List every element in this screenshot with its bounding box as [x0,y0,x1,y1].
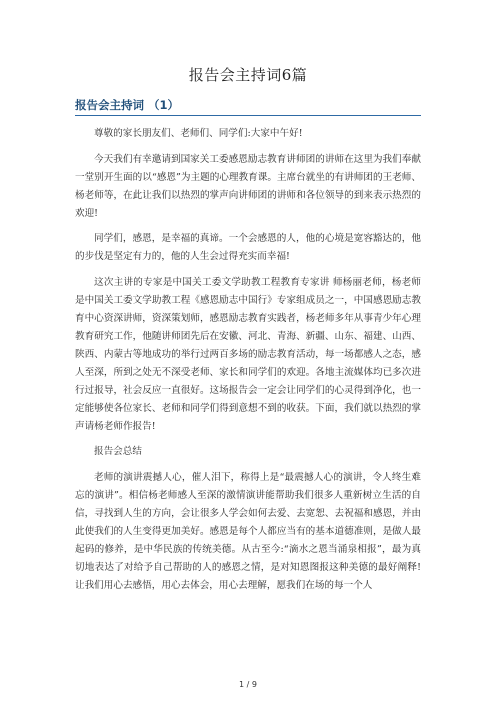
page-number: 1 / 9 [239,680,257,689]
paragraph-gratitude: 同学们，感恩，是幸福的真谛。一个会感恩的人，他的心境是宽容豁达的，他的步伐是坚定有力的，他的人生会过得充实而幸福! [75,233,421,262]
paragraph-greeting: 尊敬的家长朋友们、老师们、同学们:大家中午好! [94,128,303,139]
paragraph-summary: 老师的演讲震撼人心，催人泪下，称得上是“最震撼人心的演讲，令人终生难忘的演讲”。相信杨老师感人至深的激情演讲能帮助我们很多人重新树立生活的自信，寻找到人生的方向，会让很多人学会如何去爱、去宽恕、去祝福和感恩，并由此使我们的人生变得更加美好。感恩是每个人都应当有的基本道德准则，是做人最起码的修养，是中华民族的传统美德。从古至今:“滴水之恩当涌泉相报”，最为真切地表达了对给予自己帮助的人的感恩之情，是对知恩图报这种美德的最好阐释!让我们用心去感悟，用心去体会，用心去理解，愿我们在场的每一个人 [75,471,421,591]
section-heading: 报告会主持词 （1） [75,97,421,116]
document-body [75,125,421,602]
document-title: 报告会主持词6篇 [188,66,308,84]
paragraph-summary-heading: 报告会总结 [94,446,142,457]
paragraph-introduction: 今天我们有幸邀请到国家关工委感恩励志教育讲师团的讲师在这里为我们奉献一堂别开生面的以“感恩”为主题的心理教育课。主席台就坐的有讲师团的王老师、杨老师等，在此让我们以热烈的掌声向讲师团的讲师和各位领导的到来表示热烈的欢迎! [75,153,421,219]
paragraph-speaker-bio: 这次主讲的专家是中国关工委文学助教工程教育专家讲 师杨丽老师，杨老师是中国关工委文学助教工程《感恩励志中国行》专家组成员之一，中国感恩励志教育中心资深讲师，资深策划师，感恩励志教育实践者，杨老师多年从事青少年心理教育研究工作，他随讲师团先后在安徽、河北、青海、新疆、山东、福建、山西、陕西、内蒙古等地成功的举行过两百多场的励志教育活动，每一场都感人之态，感人至深，所到之处无不深受老师、家长和同学们的欢迎。各地主流媒体均已多次进行过报导，社会反应一直很好。这场报告会一定会让同学们的心灵得到净化，也一定能够使各位家长、老师和同学们得到意想不到的收获。下面，我们就以热烈的掌声请杨老师作报告! [75,276,421,432]
